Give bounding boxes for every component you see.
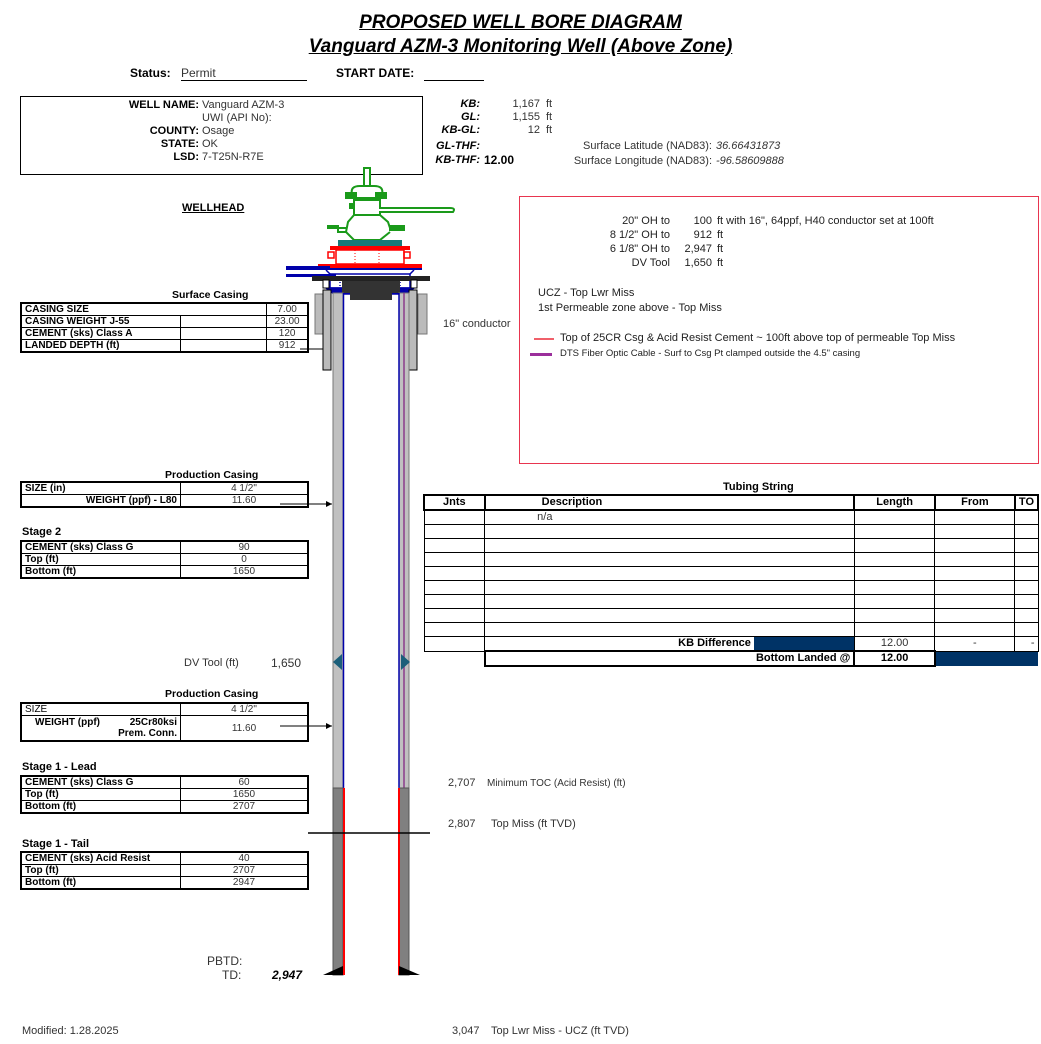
surface-cement-label: CEMENT (sks) Class A [21, 328, 181, 340]
tubing-cell: n/a [485, 510, 855, 525]
dv-note-value: 1,650 [684, 257, 712, 269]
tubing-cell [485, 567, 855, 581]
td-value: 2,947 [272, 968, 303, 982]
hole2-rest: ft [717, 229, 724, 241]
stage2-bottom-value: 1650 [181, 566, 309, 579]
hole1-label: 20" OH to [622, 215, 670, 227]
casing-weight-value: 23.00 [267, 316, 308, 328]
lsd-label: LSD: [173, 151, 199, 163]
zone-ucz: UCZ - Top Lwr Miss [538, 287, 635, 299]
production-casing-table [20, 481, 309, 508]
well-name-label: WELL NAME: [128, 99, 199, 111]
county-row [21, 125, 421, 138]
tubing-cell [935, 510, 1015, 525]
dv-tool-value: 1,650 [271, 656, 302, 670]
legend-red-swatch [534, 338, 554, 340]
landed-depth-value: 912 [267, 340, 308, 353]
casing-size-label: CASING SIZE [21, 303, 267, 316]
surface-cement-value: 120 [267, 328, 308, 340]
tubing-cell [424, 595, 485, 609]
gl-label: GL: [461, 111, 480, 123]
prod2-weight-grade: 25Cr80ksi [129, 717, 177, 728]
arrow-icon [326, 723, 332, 729]
tail-bottom-label: Bottom (ft) [21, 877, 181, 890]
prod2-weight-value: 11.60 [181, 716, 309, 742]
tubing-cell [1015, 510, 1038, 525]
col-jnts: Jnts [424, 495, 485, 510]
state-row [21, 138, 421, 151]
hole1-rest: ft with 16", 64ppf, H40 conductor set at 100ft [717, 215, 934, 227]
tubing-cell [485, 553, 855, 567]
kb-row [420, 98, 580, 111]
kb-difference-length: 12.00 [854, 637, 934, 652]
surface-casing-table [20, 302, 309, 353]
tail-cement-value: 40 [181, 852, 309, 865]
status-label: Status: [130, 66, 171, 80]
tubing-cell [854, 595, 934, 609]
landed-depth-label: LANDED DEPTH (ft) [21, 340, 181, 353]
stage1-tail-table [20, 851, 309, 890]
stage1-lead-title: Stage 1 - Lead [22, 761, 97, 773]
production-casing-left-lower [333, 788, 343, 975]
tail-bottom-value: 2947 [181, 877, 309, 890]
tubing-cell [424, 539, 485, 553]
gl-thf-label: GL-THF: [436, 140, 480, 152]
stage2-title: Stage 2 [22, 526, 62, 538]
tubing-cell [1015, 553, 1038, 567]
tubing-cell [424, 525, 485, 539]
state-value: OK [202, 138, 218, 150]
tubing-cell [854, 567, 934, 581]
lead-cement-value: 60 [181, 776, 309, 789]
tubing-cell [1015, 525, 1038, 539]
conductor-right [418, 294, 427, 334]
hole2-label: 8 1/2" OH to [609, 229, 670, 241]
uwi-value: UWI (API No): [202, 112, 272, 124]
prod2-weight-conn: Prem. Conn. [118, 728, 177, 739]
bottom-landed-value: 12.00 [854, 651, 934, 666]
bottom-landed-fill [935, 651, 1038, 666]
stage1-lead-table [20, 775, 309, 814]
kb-gl-row [420, 124, 580, 137]
marker-toc-label: Minimum TOC (Acid Resist) (ft) [487, 778, 626, 789]
tubing-row [424, 510, 1038, 525]
tubing-row [424, 623, 1038, 637]
prod-size-label: SIZE (in) [21, 482, 181, 495]
kb-thf-value: 12.00 [484, 153, 515, 167]
col-length: Length [854, 495, 934, 510]
casing-weight-label: CASING WEIGHT J-55 [21, 316, 181, 328]
tubing-cell [424, 553, 485, 567]
production-casing-title: Production Casing [165, 469, 259, 481]
tubing-cell [935, 595, 1015, 609]
tubing-cell [1015, 539, 1038, 553]
tubing-cell [1015, 595, 1038, 609]
tubing-spool-icon [318, 246, 422, 270]
start-date-value [424, 66, 484, 81]
production-casing-2-table [20, 702, 309, 742]
prod-weight-value: 11.60 [181, 495, 309, 508]
marker-topmiss-label: Top Miss (ft TVD) [491, 818, 576, 830]
kb-difference-label: KB Difference [678, 637, 751, 649]
casing-size-value: 7.00 [267, 303, 308, 316]
tubing-row [424, 525, 1038, 539]
kb-label: KB: [460, 98, 480, 110]
surface-casing-left [323, 290, 331, 370]
lead-top-value: 1650 [181, 789, 309, 801]
well-name-value: Vanguard AZM-3 [202, 99, 285, 111]
tubing-cell [935, 609, 1015, 623]
tubing-cell [485, 539, 855, 553]
arrow-icon [326, 501, 332, 507]
marker-ucz-label: Top Lwr Miss - UCZ (ft TVD) [491, 1025, 629, 1037]
kb-thf-label: KB-THF: [435, 154, 480, 166]
kb-gl-value: 12 [527, 124, 540, 136]
tubing-row [424, 553, 1038, 567]
tubing-cell [854, 609, 934, 623]
tubing-cell [854, 553, 934, 567]
gl-unit: ft [546, 111, 553, 123]
wellhead-tree-icon [328, 168, 454, 240]
tubing-row [424, 595, 1038, 609]
tubing-cell [424, 623, 485, 637]
kb-unit: ft [546, 98, 553, 110]
stage2-top-label: Top (ft) [21, 554, 181, 566]
production-casing-right-lower [399, 788, 409, 975]
uwi-row [21, 112, 421, 125]
tubing-cell [854, 539, 934, 553]
kb-gl-unit: ft [546, 124, 553, 136]
tubing-cell [1015, 623, 1038, 637]
stage2-cement-value: 90 [181, 541, 309, 554]
tubing-cell [935, 553, 1015, 567]
start-date-label: START DATE: [336, 66, 415, 80]
tubing-cell [935, 539, 1015, 553]
prod-weight-label: WEIGHT (ppf) - L80 [21, 495, 181, 508]
tubing-cell [854, 623, 934, 637]
kb-value: 1,167 [512, 98, 540, 110]
gl-value: 1,155 [512, 111, 540, 123]
pbtd-label: PBTD: [207, 954, 243, 968]
tubing-cell [1015, 609, 1038, 623]
surface-casing-title: Surface Casing [172, 289, 249, 301]
tubing-cell [854, 510, 934, 525]
tubing-row [424, 539, 1038, 553]
stage2-top-value: 0 [181, 554, 309, 566]
col-to: TO [1015, 495, 1038, 510]
tubing-title: Tubing String [723, 481, 794, 493]
tail-top-value: 2707 [181, 865, 309, 877]
tubing-cell [485, 623, 855, 637]
county-value: Osage [202, 125, 235, 137]
tubing-cell [935, 525, 1015, 539]
tubing-cell [424, 581, 485, 595]
tubing-row [424, 581, 1038, 595]
tubing-cell [854, 525, 934, 539]
col-from: From [935, 495, 1015, 510]
dv-tool-label: DV Tool (ft) [184, 657, 239, 669]
hole3-value: 2,947 [684, 243, 712, 255]
stage2-table [20, 540, 309, 579]
tubing-cell [935, 581, 1015, 595]
kb-difference-to: - [1015, 637, 1038, 652]
hole3-rest: ft [717, 243, 724, 255]
tubing-head-icon [338, 240, 402, 246]
tubing-cell [424, 567, 485, 581]
wellhead-label: WELLHEAD [182, 202, 245, 214]
dv-note-rest: ft [717, 257, 724, 269]
tubing-row [424, 567, 1038, 581]
marker-ucz-depth: 3,047 [452, 1025, 480, 1037]
lead-bottom-label: Bottom (ft) [21, 801, 181, 814]
lead-cement-label: CEMENT (sks) Class G [21, 776, 181, 789]
prod2-weight-label: WEIGHT (ppf) [35, 717, 100, 728]
stage1-tail-title: Stage 1 - Tail [22, 838, 90, 850]
stage2-cement-label: CEMENT (sks) Class G [21, 541, 181, 554]
prod-size-value: 4 1/2" [181, 482, 309, 495]
longitude-value: -96.58609888 [716, 155, 784, 167]
tubing-cell [935, 623, 1015, 637]
tubing-cell [485, 525, 855, 539]
notes-box [519, 196, 1039, 464]
gl-row [420, 111, 580, 124]
tail-top-label: Top (ft) [21, 865, 181, 877]
tubing-cell [1015, 581, 1038, 595]
surface-casing-right [409, 290, 417, 370]
lsd-value: 7-T25N-R7E [202, 151, 264, 163]
state-label: STATE: [160, 138, 199, 150]
status-value: Permit [181, 66, 307, 81]
legend-purple-text: DTS Fiber Optic Cable - Surf to Csg Pt clamped outside the 4.5" casing [560, 348, 861, 359]
stage2-bottom-label: Bottom (ft) [21, 566, 181, 579]
kb-gl-label: KB-GL: [441, 124, 480, 136]
hole2-value: 912 [693, 229, 712, 241]
kb-difference-row [424, 637, 1038, 652]
legend-purple-swatch [530, 353, 552, 356]
page-title: PROPOSED WELL BORE DIAGRAM [359, 12, 682, 33]
conductor-label: 16" conductor [443, 318, 511, 330]
tubing-cell [485, 581, 855, 595]
production-casing-2-title: Production Casing [165, 688, 259, 700]
bottom-landed-row [424, 651, 1038, 666]
tubing-cell [485, 595, 855, 609]
dv-note-label: DV Tool [631, 257, 670, 269]
legend-red-text: Top of 25CR Csg & Acid Resist Cement ~ 100ft above top of permeable Top Miss [560, 332, 956, 344]
prod2-size-value: 4 1/2" [181, 703, 309, 716]
zone-top-miss: 1st Permeable zone above - Top Miss [538, 302, 722, 314]
marker-topmiss-depth: 2,807 [448, 818, 476, 830]
tubing-cell [424, 609, 485, 623]
kb-difference-from: - [935, 637, 1015, 652]
latitude-value: 36.66431873 [716, 140, 781, 152]
page-subtitle: Vanguard AZM-3 Monitoring Well (Above Zone) [308, 36, 733, 57]
tubing-cell [854, 581, 934, 595]
well-name-row [21, 99, 421, 112]
tubing-row [424, 609, 1038, 623]
col-description: Description [485, 495, 855, 510]
county-label: COUNTY: [149, 125, 199, 137]
tubing-table [423, 494, 1039, 667]
modified-date: Modified: 1.28.2025 [22, 1025, 119, 1037]
bottom-landed-label: Bottom Landed @ [485, 651, 855, 666]
td-label: TD: [222, 968, 242, 982]
tubing-cell [1015, 567, 1038, 581]
tail-cement-label: CEMENT (sks) Acid Resist [21, 852, 181, 865]
prod2-size-label: SIZE [21, 703, 181, 716]
tubing-cell [485, 609, 855, 623]
tubing-cell [935, 567, 1015, 581]
tubing-cell [424, 510, 485, 525]
longitude-label: Surface Longitude (NAD83): [573, 155, 712, 167]
marker-toc-depth: 2,707 [448, 777, 476, 789]
lead-bottom-value: 2707 [181, 801, 309, 814]
lead-top-label: Top (ft) [21, 789, 181, 801]
production-casing-left-upper [333, 293, 343, 788]
kb-difference-fill [754, 637, 854, 650]
hole3-label: 6 1/8" OH to [609, 243, 670, 255]
latitude-label: Surface Latitude (NAD83): [582, 140, 712, 152]
hole1-value: 100 [693, 215, 712, 227]
